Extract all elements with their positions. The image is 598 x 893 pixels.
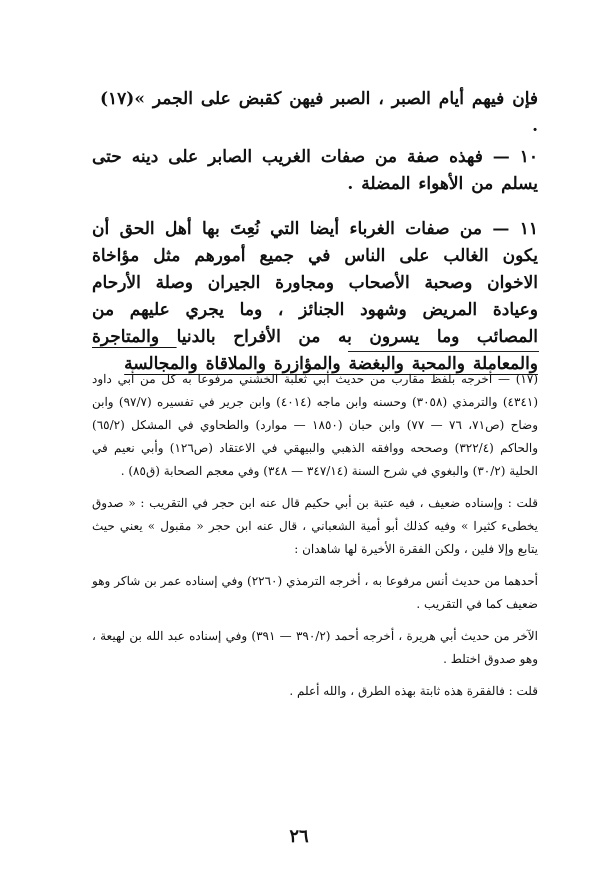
footnote-separator-line bbox=[348, 351, 539, 352]
footnotes-block bbox=[92, 368, 538, 706]
page-number: ٢٦ bbox=[289, 826, 309, 847]
footnote-conclusion: قلت : فالفقرة هذه ثابتة بهذه الطرق ، والله أعلم . bbox=[289, 684, 538, 698]
footnote-witness-2: الآخر من حديث أبي هريرة ، أخرجه أحمد (٣٩٠/٢ — ٣٩١) وفي إسناده عبد الله بن لهيعة ، وهو صدوق اختلط . bbox=[92, 629, 538, 666]
footnote-17-citation: (١٧) — أخرجه بلفظ مقارب من حديث أبي ثعلبة الخشني مرفوعا به كل من أبي داود (٤٣٤١) والترمذي (٣٠٥٨) وحسنه وابن ماجه (٤٠١٤) وابن جرير في تفسيره (٩٧/٧) وابن وضاح (ص٧١، ٧٦ — ٧٧) وابن حبان (١٨٥٠ — موارد) والطحاوي في المشكل (٦٥/٢) والحاكم (٣٢٢/٤) وصححه ووافقه الذهبي والبيهقي في الاعتقاد (ص١٢٦) وأبي نعيم في الحلية (٣٠/٢) والبغوي في شرح السنة (٣٤٧/١٤ — ٣٤٨) وفي معجم الصحابة (ق٨٥) . bbox=[92, 372, 539, 478]
footnote-witness-1: أحدهما من حديث أنس مرفوعا به ، أخرجه الترمذي (٢٢٦٠) وفي إسناده عمر بن شاكر وهو ضعيف كما في التقريب . bbox=[92, 574, 538, 611]
main-text-block bbox=[92, 86, 538, 378]
paragraph-11 bbox=[92, 216, 538, 378]
footnote-comment: قلت : وإسناده ضعيف ، فيه عتبة بن أبي حكيم قال عنه ابن حجر في التقريب : « صدوق يخطىء كثيرا » وفيه كذلك أبو أمية الشعباني ، قال عنه ابن حجر « مقبول » يعني حيث يتابع وإلا فلين ، ولكن الفقرة الأخيرة لها شاهدان : bbox=[92, 496, 538, 556]
paragraph-11-underlined-tail: والمتاجرة والمعاملة والمحبة والبغضة والمؤازرة والملاقاة والمجالسة bbox=[92, 327, 538, 374]
paragraph-11-main-text: ١١ — من صفات الغرباء أيضا التي نُعِتَ بها أهل الحق أن يكون الغالب على الناس في جميع أمورهم مثل مؤاخاة الاخوان وصحبة الأصحاب ومجاورة الجيران وصلة الأرحام وعيادة المريض وشهود الجنائز ، وما يجري عليهم من المصائب وما يسرون به من الأفراح بالدنيا bbox=[92, 219, 538, 347]
paragraph-continuation: فإن فيهم أيام الصبر ، الصبر فيهن كقبض على الجمر »(١٧) . bbox=[99, 89, 538, 136]
paragraph-10: ١٠ — فهذه صفة من صفات الغريب الصابر على دينه حتى يسلم من الأهواء المضلة . bbox=[92, 147, 538, 194]
